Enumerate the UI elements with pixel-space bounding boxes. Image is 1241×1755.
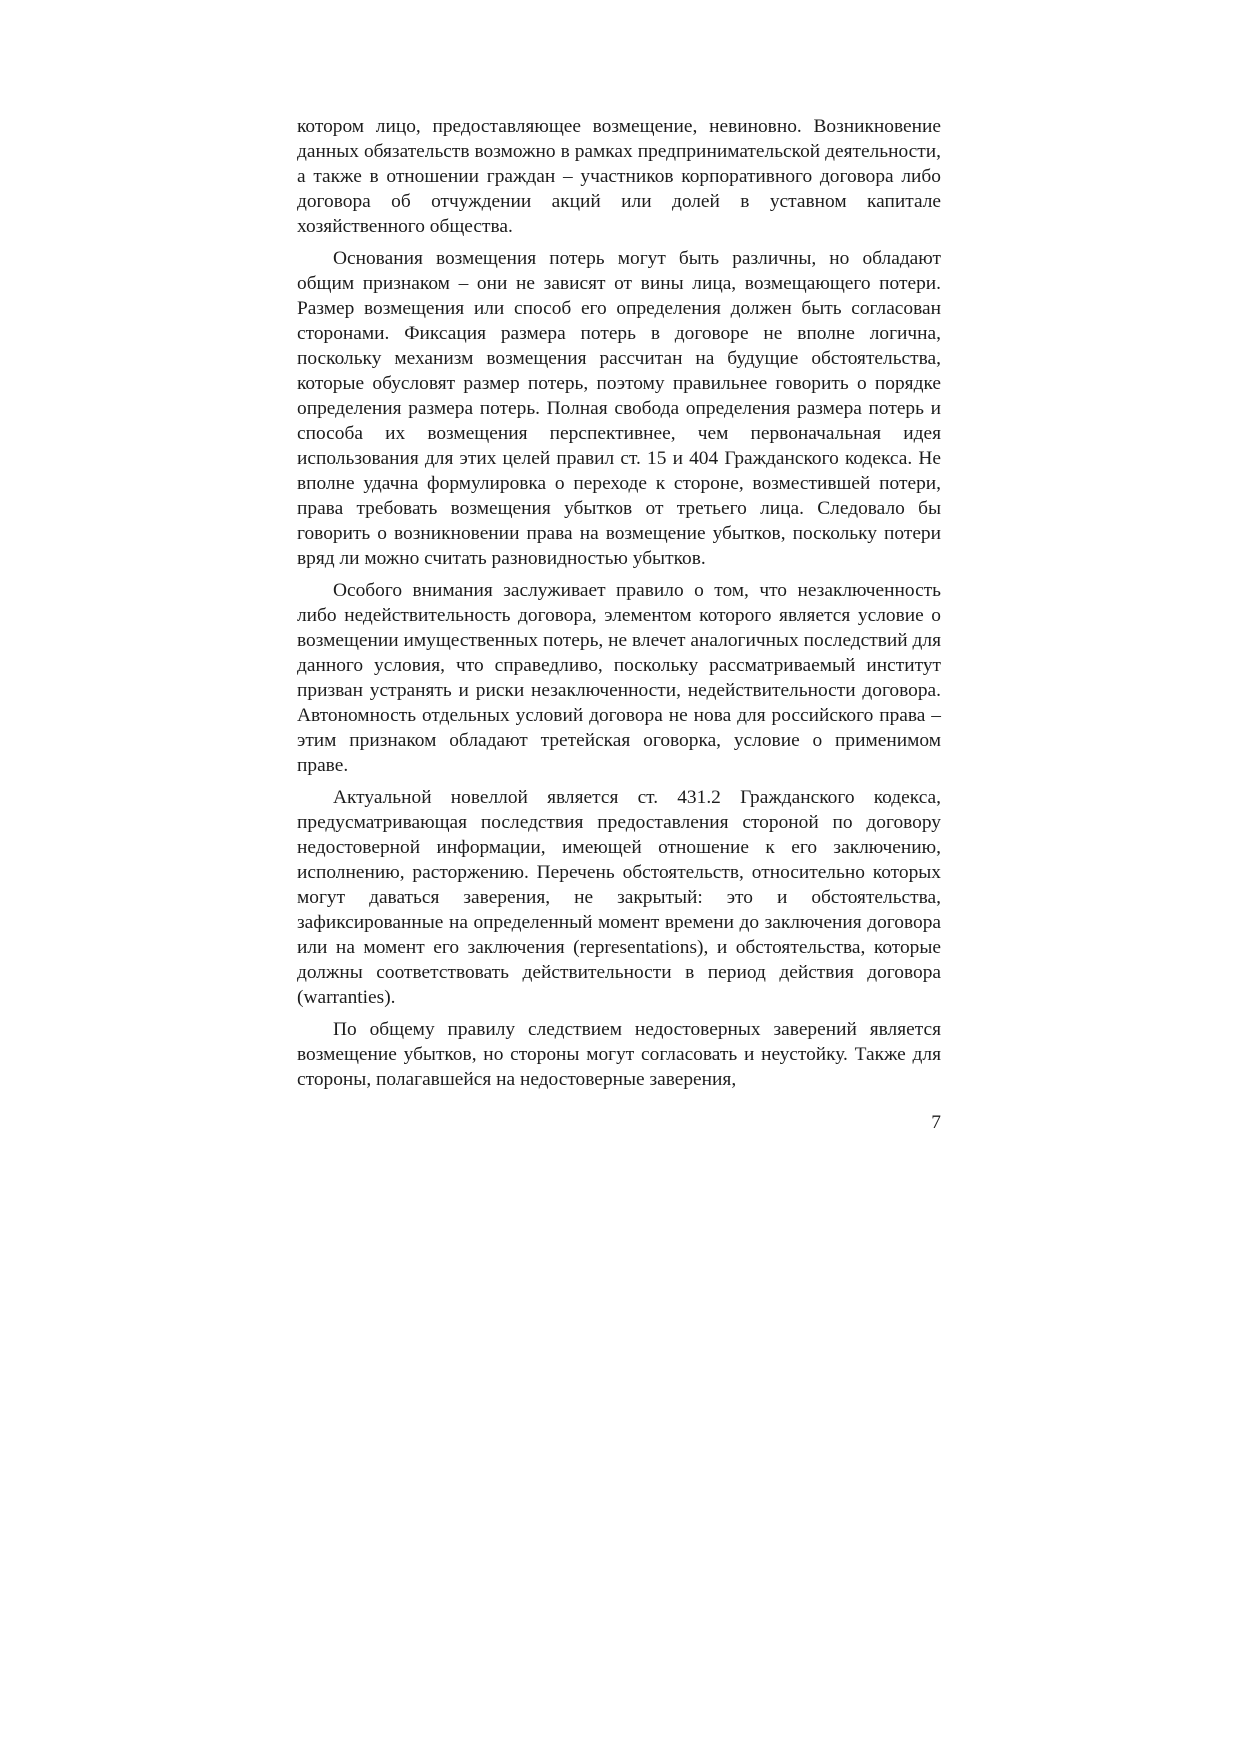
paragraph-article-431-2: Актуальной новеллой является ст. 431.2 Гражданского кодекса, предусматривающая последствия предоставления стороной по договору недостоверной информации, имеющей отношение к его заключению, исполнению, расторжению. Перечень обстоятельств, относительно которых могут даваться заверения, не закрытый: это и обстоятельства, зафиксированные на определенный момент времени до заключения договора или на момент его заключения (representations), и обстоятельства, которые должны соответствовать действительности в период действия договора (warranties). (297, 787, 941, 1008)
paragraph-loss-compensation-grounds: Основания возмещения потерь могут быть различны, но обладают общим признаком – они не зависят от вины лица, возмещающего потери. Размер возмещения или способ его определения должен быть согласован сторонами. Фиксация размера потерь в договоре не вполне логична, поскольку механизм возмещения рассчитан на будущие обстоятельства, которые обусловят размер потерь, поэтому правильнее говорить о порядке определения размера потерь. Полная свобода определения размера потерь и способа их возмещения перспективнее, чем первоначальная идея использования для этих целей правил ст. 15 и 404 Гражданского кодекса. Не вполне удачна формулировка о переходе к стороне, возместившей потери, права требовать возмещения убытков от третьего лица. Следовало бы говорить о возникновении права на возмещение убытков, поскольку потери вряд ли можно считать разновидностью убытков. (297, 248, 941, 569)
body-text (297, 114, 941, 1099)
paragraph-continuation: котором лицо, предоставляющее возмещение, невиновно. Возникновение данных обязательств возможно в рамках предпринимательской деятельности, а также в отношении граждан – участников корпоративного договора либо договора об отчуждении акций или долей в уставном капитале хозяйственного общества. (297, 116, 941, 237)
paragraph-contract-invalidity: Особого внимания заслуживает правило о том, что незаключенность либо недействительность договора, элементом которого является условие о возмещении имущественных потерь, не влечет аналогичных последствий для данного условия, что справедливо, поскольку рассматриваемый институт призван устранять и риски незаключенности, недействительности договора. Автономность отдельных условий договора не нова для российского права – этим признаком обладают третейская оговорка, условие о применимом праве. (297, 580, 941, 776)
paragraph-false-assurances: По общему правилу следствием недостоверных заверений является возмещение убытков, но стороны могут согласовать и неустойку. Также для стороны, полагавшейся на недостоверные заверения, (297, 1019, 941, 1090)
page-number: 7 (931, 1112, 941, 1133)
